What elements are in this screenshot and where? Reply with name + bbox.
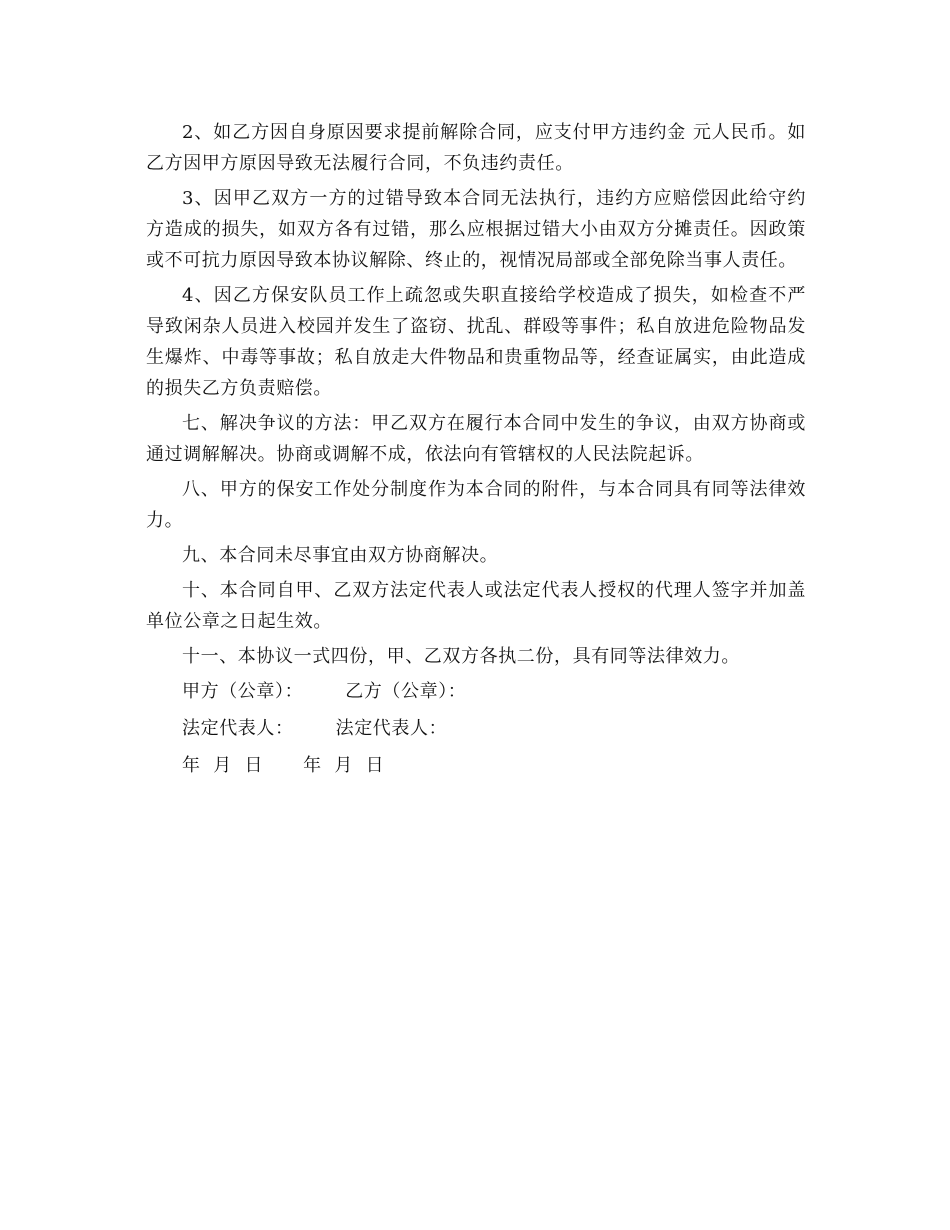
clause-dispute-resolution: 七、解决争议的方法：甲乙双方在履行本合同中发生的争议，由双方协商或通过调解解决。协商或调解不成，依法向有管辖权的人民法院起诉。: [146, 413, 806, 465]
party-b-rep-label: 法定代表人：: [335, 718, 448, 739]
signature-representative-line: [146, 713, 806, 744]
clause-effective-date: 十、本合同自甲、乙双方法定代表人或法定代表人授权的代理人签字并加盖单位公章之日起生效。: [146, 580, 806, 632]
party-a-rep-label: 法定代表人：: [182, 718, 294, 739]
clause-attachment: 八、甲方的保安工作处分制度作为本合同的附件，与本合同具有同等法律效力。: [146, 479, 806, 531]
party-b-date: 年 月 日: [303, 755, 385, 776]
party-a-date: 年 月 日: [182, 755, 264, 776]
party-a-seal-label: 甲方（公章）：: [182, 681, 304, 702]
clause-2: 2、如乙方因自身原因要求提前解除合同，应支付甲方违约金 元人民币。如乙方因甲方原因导致无法履行合同，不负违约责任。: [146, 122, 806, 174]
clause-3: 3、因甲乙双方一方的过错导致本合同无法执行，违约方应赔偿因此给守约方造成的损失，如双方各有过错，那么应根据过错大小由双方分摊责任。因政策或不可抗力原因导致本协议解除、终止的，视情况局部或全部免除当事人责任。: [146, 188, 806, 271]
signature-seal-line: [146, 676, 806, 707]
clause-copies: 十一、本协议一式四份，甲、乙双方各执二份，具有同等法律效力。: [182, 646, 740, 667]
clause-4: 4、因乙方保安队员工作上疏忽或失职直接给学校造成了损失，如检查不严导致闲杂人员进入校园并发生了盗窃、扰乱、群殴等事件；私自放进危险物品发生爆炸、中毒等事故；私自放走大件物品和贵重物品等，经查证属实，由此造成的损失乙方负责赔偿。: [146, 285, 806, 399]
party-b-seal-label: 乙方（公章）：: [345, 681, 467, 702]
signature-date-line: [146, 750, 806, 781]
clause-unresolved-matters: 九、本合同未尽事宜由双方协商解决。: [182, 545, 499, 566]
document-body: [146, 117, 806, 787]
